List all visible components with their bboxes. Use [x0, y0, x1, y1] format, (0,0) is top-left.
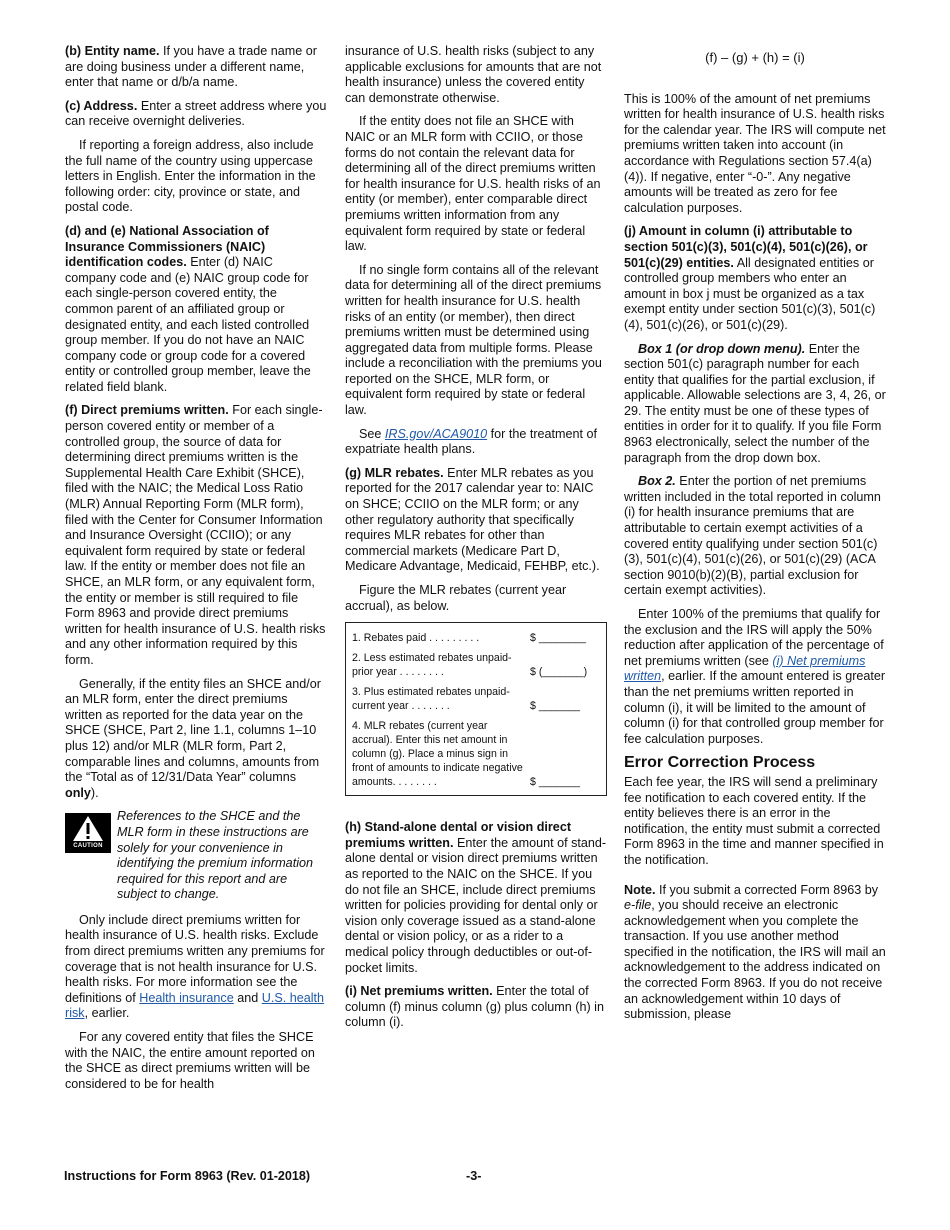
worksheet-amount: $ (_______): [530, 666, 588, 679]
para-if-not-file: If the entity does not file an SHCE with NAIC or an MLR form with CCIIO, or those forms do not contain the relevant data for determining all of the direct premiums written for health insurance for U.S. health risks of an entity (or member), enter comparable direct premiums written information from any equivalent form required by state or federal law.: [345, 114, 601, 254]
caution-text: References to the SHCE and the MLR form in these instructions are solely for your convenience in identifying the premium information required for this report and are subject to change.: [117, 809, 313, 902]
heading-error-correction: Error Correction Process: [624, 754, 816, 772]
para-see-link: See IRS.gov/ACA9010 for the treatment of expatriate health plans.: [345, 426, 598, 457]
para-direct-premiums: (f) Direct premiums written. For each single-person covered entity or member of a controlled group, the source of data for determining direct premiums written is the Supplemental Health Care Exhibit (SHCE), filed with the NAIC; the Medical Loss Ratio (MLR) Annual Reporting Form (MLR form), filed with the Center for Consumer Information and Insurance Oversight (CCIIO); or any equivalent form required by state or federal law. If the entity or member does not file an SHCE, an MLR form, or any equivalent form, the entity or member is still required to file Form 8963 and provide direct premiums written for health insurance of U.S. health risks and any other information required by this form.: [65, 403, 326, 667]
column-middle: [345, 44, 607, 1039]
link-net-premiums-written[interactable]: (i) Net premiums written: [624, 653, 866, 684]
para-only-include: Only include direct premiums written for health insurance of U.S. health risks. Exclude from direct premiums written any premiums for coverage that is not health insurance for U.S. health risks. For more information see the definitions of Health insurance and U.S. health risk, earlier.: [65, 912, 325, 1021]
para-dental-vision: (h) Stand-alone dental or vision direct premiums written. Enter the amount of stand-alone dental or vision direct premiums written as reported to the NAIC on the SHCE. If you do not file an SHCE, include direct premiums written for policies providing for dental only or vision only coverage issued as a stand-alone dental or vision policy, or as a rider to a medical policy through deductibles or out-of-pocket limits.: [345, 820, 607, 975]
footer-title: Instructions for Form 8963 (Rev. 01-2018): [64, 1169, 311, 1183]
column-left: [65, 44, 327, 1100]
para-continued: insurance of U.S. health risks (subject to any applicable exclusions for amounts that are not health insurance) unless the covered entity can demonstrate otherwise.: [345, 44, 602, 105]
para-amount-col-i: (j) Amount in column (i) attributable to section 501(c)(3), 501(c)(4), 501(c)(26), or 501(c)(29) entities. All designated entities or controlled group members who enter an amount in box j must be organized as a tax exempt entity under section 501(c)(3), 501(c)(4), 501(c)(26), or 501(c)(29).: [624, 224, 876, 332]
para-for-any: For any covered entity that files the SHCE with the NAIC, the entire amount reported on the SHCE as direct premiums written will be considered to be for health: [65, 1030, 315, 1091]
para-generally: Generally, if the entity files an SHCE and/or an MLR form, enter the direct premiums written as reported for the data year on the SHCE (SHCE, Part 2, line 1.1, columns 1–10 plus 12) and/or MLR (MLR form, Part 2, comparable lines and columns, amounts from the “Total as of 12/31/Data Year” columns only).: [65, 676, 321, 800]
para-enter-100: Enter 100% of the premiums that qualify for the exclusion and the IRS will apply the 50% reduction after application of the percentage of net premiums written (see (i) Net premiums written, earlier. If the amount entered is greater than the net premiums written reported in column (i), it will be limited to the amount of column (i) for that controlled group member for fee calculation purposes.: [624, 607, 886, 746]
para-naic-codes: (d) and (e) National Association of Insurance Commissioners (NAIC) identification codes. Enter (d) NAIC company code and (e) NAIC group code for each single-person covered entity, the common parent of an affiliated group or designated entity, and each listed controlled group member. If you do not have an NAIC company code or group code for a covered entity or controlled group member, leave the related field blank.: [65, 223, 311, 394]
para-figure: Figure the MLR rebates (current year accrual), as below.: [345, 583, 567, 613]
caution-label: CAUTION: [73, 843, 103, 850]
worksheet-amount: $ _______: [530, 776, 581, 789]
para-entity-name: (b) Entity name. If you have a trade name or are doing business under a different name, enter that name or d/b/a name.: [65, 44, 317, 90]
para-box1: Box 1 (or drop down menu). Enter the section 501(c) paragraph number for each entity that qualifies for the partial exclusion, if applicable. Allowable selections are 3, 4, 26, or 29. The entity must be one of these types of entities in order for it to qualify. If you file Form 8963 electronically, select the number of the paragraph from the drop down box.: [624, 341, 886, 465]
para-note: Note. If you submit a corrected Form 8963 by e-file, you should receive an electronic acknowledgement when you complete the transaction. If you use another method specified in the notification, the IRS will mail an acknowledgement to the address indicated on the corrected Form 8963. If you do not receive an acknowledgement within 10 days of submission, please: [624, 882, 886, 1022]
worksheet-row: 4. MLR rebates (current year accrual). Enter this net amount in column (g). Place a minus sign in front of amounts to indicate negative amounts. . . . . . . . $ _______: [352, 719, 600, 789]
para-if-no-single: If no single form contains all of the relevant data for determining all of the direct premiums written for health insurance for U.S. health risks of an entity (or member), then direct premiums written must be determined using aggregated data from multiple forms. Please include a reconciliation with the premiums you reported on the SHCE, MLR form, or equivalent form required by state or federal law.: [345, 262, 602, 418]
para-this-is: This is 100% of the amount of net premiums written for health insurance of U.S. health risks for the calendar year. The IRS will compute net premiums written taken into account (in accordance with Regulations section 57.4(a)(4)). If negative, enter “-0-”. Any negative amounts will be treated as zero for fee calculation purposes.: [624, 91, 886, 215]
para-foreign-address: If reporting a foreign address, also include the full name of the country using uppercase letters in English. Enter the information in the following order: city, province or state, and postal code.: [65, 137, 316, 215]
worksheet-row: 2. Less estimated rebates unpaid-prior year . . . . . . . . $ (_______): [352, 651, 600, 679]
link-us-health-risk[interactable]: U.S. health risk: [65, 990, 325, 1021]
worksheet-row: 3. Plus estimated rebates unpaid-current year . . . . . . . $ _______: [352, 685, 600, 713]
link-irs-aca9010[interactable]: IRS.gov/ACA9010: [384, 426, 488, 441]
page-footer: [64, 1169, 886, 1183]
column-right: [624, 44, 886, 1031]
para-box2: Box 2. Enter the portion of net premiums written included in the total reported in column (i) for health insurance premiums that are attributable to certain exempt activities of a covered entity qualifying under section 501(c)(3), 501(c)(4), 501(c)(26), or 501(c)(29) (ACA section 9010(b)(2)(B), partial exclusion for certain exempt activities).: [624, 474, 881, 598]
net-premiums-formula: (f) – (g) + (h) = (i): [705, 50, 805, 65]
para-each-fee-year: Each fee year, the IRS will send a preliminary fee notification to each covered entity. If the entity believes there is an error in the notification, the entity must submit a corrected Form 8963 in the time and manner specified in the notification.: [624, 774, 884, 867]
link-health-insurance[interactable]: Health insurance: [139, 990, 234, 1005]
page-number: -3-: [466, 1169, 482, 1183]
worksheet-row: 1. Rebates paid . . . . . . . . . $ ________: [352, 631, 600, 645]
para-address: (c) Address. Enter a street address where you can receive overnight deliveries.: [65, 98, 327, 129]
mlr-worksheet-box: [345, 622, 607, 796]
para-net-premiums: (i) Net premiums written. Enter the total of column (f) minus column (g) plus column (h) in column (i).: [345, 984, 604, 1030]
worksheet-amount: $ _______: [530, 700, 581, 713]
caution-note: [65, 809, 327, 903]
para-mlr-rebates: (g) MLR rebates. Enter MLR rebates as you reported for the 2017 calendar year to: NAIC on SHCE; CCIIO on the MLR form; or any other regulatory authority that specifically requires MLR rebates for other than commercial markets (Medicare Part D, Medicare Advantage, Medicaid, FEHBP, etc.).: [345, 465, 600, 574]
worksheet-amount: $ ________: [530, 632, 586, 645]
